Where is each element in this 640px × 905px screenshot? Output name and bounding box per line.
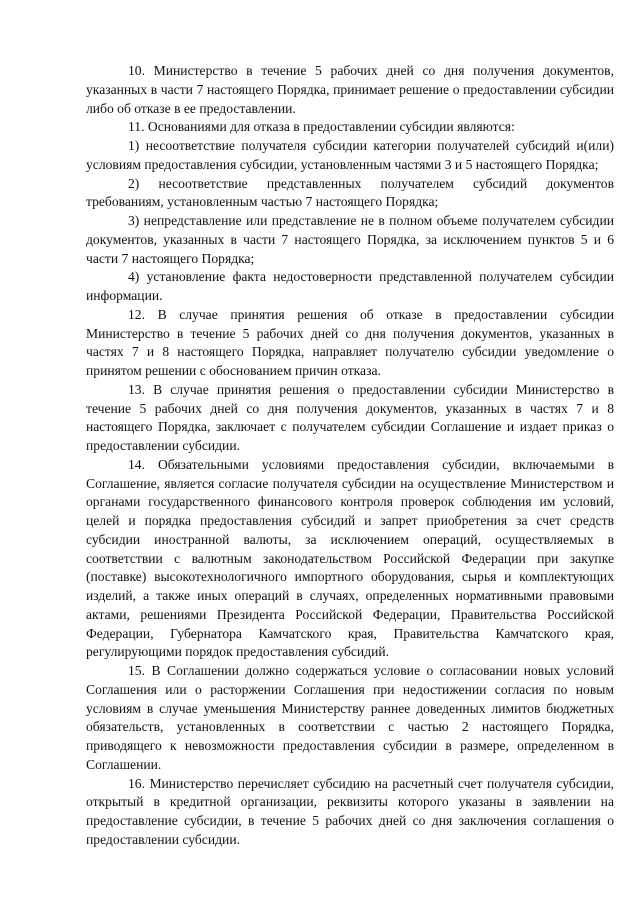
document-page bbox=[86, 62, 614, 850]
paragraph-15: 15. В Соглашении должно содержаться условие о согласовании новых условий Соглашения или о расторжении Соглашения при недостижении согласия по новым условиям в случае уменьшения Министерству раннее доведенных лимитов бюджетных обязательств, установленных в соответствии с частью 2 настоящего Порядка, приводящего к невозможности предоставления субсидии в размере, определенном в Соглашении. bbox=[86, 663, 614, 772]
paragraph-11-item-2: 2) несоответствие представленных получателем субсидий документов требованиям, установленным частью 7 настоящего Порядка; bbox=[86, 175, 614, 210]
paragraph-16: 16. Министерство перечисляет субсидию на расчетный счет получателя субсидии, открытый в кредитной организации, реквизиты которого указаны в заявлении на предоставление субсидии, в течение 5 рабочих дней со дня заключения соглашения о предоставлении субсидии. bbox=[86, 775, 614, 847]
paragraph-11-item-3: 3) непредставление или представление не в полном объеме получателем субсидии документов, указанных в части 7 настоящего Порядка, за исключением пунктов 5 и 6 части 7 настоящего Порядка; bbox=[86, 213, 614, 266]
paragraph-12: 12. В случае принятия решения об отказе в предоставлении субсидии Министерство в течение 5 рабочих дней со дня получения документов, указанных в частях 7 и 8 настоящего Порядка, направляет получателю субсидии уведомление о принятом решении с обоснованием причин отказа. bbox=[86, 306, 614, 378]
paragraph-11: 11. Основаниями для отказа в предоставлении субсидии являются: bbox=[128, 119, 515, 135]
paragraph-10: 10. Министерство в течение 5 рабочих дней со дня получения документов, указанных в части 7 настоящего Порядка, принимает решение о предоставлении субсидии либо об отказе в ее предоставлении. bbox=[86, 63, 614, 116]
paragraph-14: 14. Обязательными условиями предоставления субсидии, включаемыми в Соглашение, является согласие получателя субсидии на осуществление Министерством и органами государственного финансового контроля проверок соблюдения им условий, целей и порядка предоставления субсидий и запрет приобретения за счет средств субсидии иностранной валюты, за исключением операций, осуществляемых в соответствии с валютным законодательством Российской Федерации при закупке (поставке) высокотехнологичного импортного оборудования, сырья и комплектующих изделий, а также иных операций в случаях, определенных нормативными правовыми актами, решениями Президента Российской Федерации, Правительства Российской Федерации, Губернатора Камчатского края, Правительства Камчатского края, регулирующими порядок предоставления субсидий. bbox=[86, 456, 614, 660]
paragraph-13: 13. В случае принятия решения о предоставлении субсидии Министерство в течение 5 рабочих дней со дня получения документов, указанных в частях 7 и 8 настоящего Порядка, заключает с получателем субсидии Соглашение и издает приказ о предоставлении субсидии. bbox=[86, 381, 614, 453]
paragraph-11-item-4: 4) установление факта недостоверности представленной получателем субсидии информации. bbox=[86, 269, 614, 303]
paragraph-11-item-1: 1) несоответствие получателя субсидии категории получателей субсидий и(или) условиям предоставления субсидии, установленным частями 3 и 5 настоящего Порядка; bbox=[86, 138, 614, 172]
